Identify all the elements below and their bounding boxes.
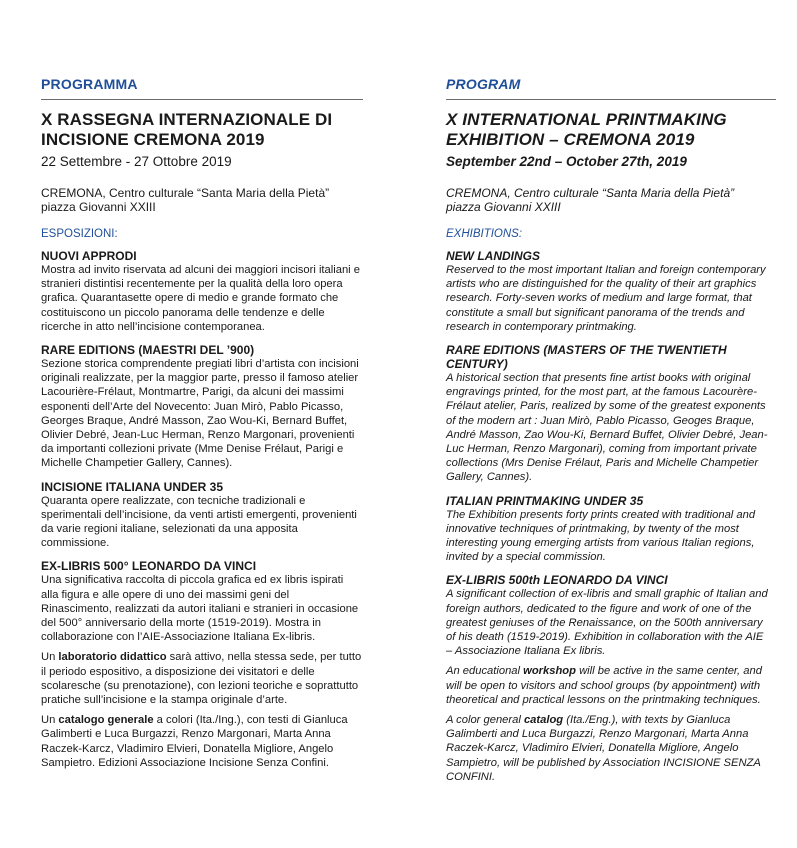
exhibition-heading: EX-LIBRIS 500° LEONARDO DA VINCI [41, 559, 257, 574]
exhibition-heading: RARE EDITIONS (MASTERS OF THE TWENTIETH CENTURY) [446, 343, 727, 372]
exhibition-block [446, 494, 772, 565]
exhibition-heading: RARE EDITIONS (MAESTRI DEL ’900) [41, 343, 255, 358]
catalog-post: a colori (Ita./Ing.), con testi di Gianluca Galimberti e Luca Burgazzi, Renzo Margonari, Marta Anna Raczek-Karcz, Vladimiro Elvieri, Donatella Migliore, Angelo Sampietro. Edizioni Associazione Incisione Senza Confini. [41, 714, 348, 769]
exhibition-block [446, 249, 772, 334]
workshop-bold: laboratorio didattico [58, 651, 167, 664]
catalog-post: (Ita./Eng.), with texts by Gianluca Galimberti and Luca Burgazzi, Renzo Margonari, Marta Anna Raczek-Karcz, Vladimiro Elvieri, Donatella Migliore, Angelo Sampietro, will be published by Association INCISIONE SENZA CONFINI. [446, 714, 761, 783]
exhibition-text: A historical section that presents fine artist books with original engravings printed, for the most part, at the famous Lacourère-Frélaut atelier, Paris, realized by some of the greatest exponents of the modern art : Juan Mirò, Pablo Picasso, Geoges Braque, André Masson, Zao Wou-Ki, Bernard Buffet, Olivier Debré, Jean-Luc Herman, Renzo Margonari), coming from important private collections (Mrs Denise Frélaut, Paris and Michelle Champetier Gallery, Cannes). [446, 372, 768, 484]
workshop-pre: Un [41, 651, 59, 664]
exhibition-block [446, 573, 772, 658]
exhibition-heading: INCISIONE ITALIANA UNDER 35 [41, 479, 224, 494]
venue-line-2: piazza Giovanni XXIII [41, 200, 156, 214]
workshop-paragraph [41, 650, 363, 707]
workshop-post: will be active in the same center, and will be open to visitors and school groups (by appointment) with theoretical and practical lessons on the printmaking techniques. [446, 665, 762, 706]
title-line-2: EXHIBITION – CREMONA 2019 [446, 130, 695, 149]
exhibition-block [41, 343, 363, 471]
exhibition-text: A significant collection of ex-libris and small graphic of Italian and foreign authors, dedicated to the figure and work of one of the greatest geniuses of the Renaissance, on the 500th anniversary of his death (1519-2019). Exhibition in collaboration with the AIE – Associazione Italiana Ex libris. [446, 588, 768, 658]
catalog-pre: A color general [446, 714, 524, 727]
venue-en [446, 186, 772, 214]
exhibition-text: Sezione storica comprendente pregiati libri d’artista con incisioni originali realizzate, per la maggior parte, presso il famoso atelier Lacourière-Frélaut, Montmartre, Parigi, da alcuni dei massimi esponenti dell’Arte del Novecento: Juan Mirò, Pablo Picasso, Georges Braque, André Masson, Zao Wou-Ki, Bernard Buffet, Olivier Debré, Jean-Luc Herman, Renzo Margonari, provenienti da importanti collezioni private (Mme Denise Frélaut, Parigi e Michelle Champetier Gallery, Cannes). [41, 358, 359, 470]
title-line-1: X INTERNATIONAL PRINTMAKING [446, 110, 727, 129]
title-line-2: INCISIONE CREMONA 2019 [41, 130, 265, 149]
exhibition-heading: NEW LANDINGS [446, 249, 540, 263]
catalog-pre: Un [41, 714, 59, 727]
workshop-pre: An educational [446, 665, 524, 678]
exhibition-text: Mostra ad invito riservata ad alcuni dei maggiori incisori italiani e stranieri distintisi recentemente per la qualità della loro opera grafica. Quarantasette opere di medio e grande formato che costituiscono un piccolo panorama delle tendenze e delle ricerche in atto nell’incisione contemporanea. [41, 264, 360, 333]
page-title-it [41, 110, 363, 150]
divider-right [446, 99, 776, 100]
venue-line-1: CREMONA, Centro culturale “Santa Maria della Pietà” [41, 186, 330, 200]
exhibition-text: Quaranta opere realizzate, con tecniche tradizionali e sperimentali dell’incisione, da venti artisti emergenti, provenienti da varie regioni italiane, selezionati da una apposita commissione. [41, 494, 357, 550]
venue-line-1: CREMONA, Centro culturale “Santa Maria della Pietà” [446, 186, 735, 200]
catalog-paragraph [41, 713, 363, 770]
venue-it [41, 186, 363, 214]
workshop-paragraph [446, 664, 772, 707]
catalog-bold: catalog [523, 714, 564, 727]
exhibition-text: The Exhibition presents forty prints created with traditional and innovative techniques of printmaking, by twenty of the most interesting young emerging artists from various Italian regions, invited by a special commission. [446, 508, 756, 564]
exhibition-heading: NUOVI APPRODI [41, 249, 137, 263]
workshop-post: sarà attivo, nella stessa sede, per tutto il periodo espositivo, a disposizione dei visitatori e delle scolaresche (su prenotazione), con lezioni teoriche e soprattutto pratiche sull’incisione e la stampa originale d’arte. [41, 651, 362, 707]
dates-en: September 22nd – October 27th, 2019 [446, 154, 687, 169]
divider-left [41, 99, 363, 100]
section-label-programma: PROGRAMMA [41, 76, 138, 92]
page-title-en [446, 110, 772, 150]
catalog-bold: catalogo generale [58, 714, 154, 727]
workshop-bold: workshop [523, 665, 576, 678]
exhibition-text: Reserved to the most important Italian and foreign contemporary artists who are distinguished for the quality of their art graphics research. Forty-seven works of medium and large format, that constitute a small but significant panorama of the trends and research in contemporary printmaking. [446, 264, 766, 333]
dates-it: 22 Settembre - 27 Ottobre 2019 [41, 154, 232, 169]
exhibition-heading: ITALIAN PRINTMAKING UNDER 35 [446, 493, 644, 508]
exhibition-block [41, 480, 363, 551]
section-label-program: PROGRAM [446, 76, 521, 92]
exhibitions-label-it: ESPOSIZIONI: [41, 228, 118, 240]
venue-line-2: piazza Giovanni XXIII [446, 200, 561, 214]
exhibition-text: Una significativa raccolta di piccola grafica ed ex libris ispirati alla figura e alle opere di uno dei massimi geni del Rinascimento, realizzati da autori italiani e stranieri in occasione del 500° anniversario della morte (1519-2019). Mostra in collaborazione con l’AIE-Associazione Italiana Ex-libris. [41, 574, 359, 644]
exhibition-block [41, 249, 363, 334]
exhibition-heading: EX-LIBRIS 500th LEONARDO DA VINCI [446, 573, 668, 588]
catalog-paragraph [446, 713, 772, 784]
exhibition-block [41, 559, 363, 644]
exhibitions-label-en: EXHIBITIONS: [446, 228, 523, 240]
title-line-1: X RASSEGNA INTERNAZIONALE DI [41, 110, 333, 129]
exhibition-block [446, 343, 772, 485]
